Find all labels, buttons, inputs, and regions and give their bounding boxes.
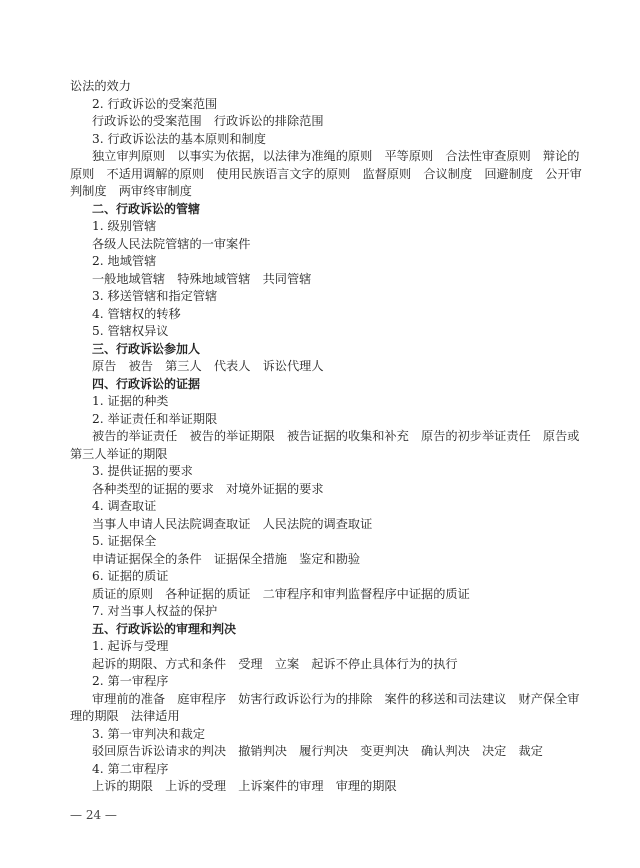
- text-line: 一般地域管辖 特殊地域管辖 共同管辖: [92, 271, 312, 286]
- text-line: 1. 起诉与受理: [92, 639, 169, 653]
- page-number: — 24 —: [70, 808, 117, 822]
- section-heading: 四、行政诉讼的证据: [92, 376, 201, 391]
- text-line: 当事人申请人民法院调查取证 人民法院的调查取证: [92, 516, 373, 531]
- text-line: 原告 被告 第三人 代表人 诉讼代理人: [92, 359, 324, 373]
- text-line: 3. 第一审判决和裁定: [92, 726, 206, 741]
- text-line: 上诉的期限 上诉的受理 上诉案件的审理 审理的期限: [92, 779, 397, 793]
- text-line: 各级人民法院管辖的一审案件: [92, 236, 251, 251]
- text-line: 理的期限 法律适用: [70, 709, 180, 723]
- text-line: 1. 证据的种类: [92, 394, 169, 408]
- text-line: 第三人举证的期限: [70, 446, 168, 461]
- text-line: 1. 级别管辖: [92, 219, 157, 233]
- text-line: 5. 证据保全: [92, 534, 157, 548]
- text-line: 2. 第一审程序: [92, 674, 169, 688]
- text-line: 4. 第二审程序: [92, 761, 169, 776]
- section-heading: 五、行政诉讼的审理和判决: [92, 621, 237, 636]
- text-line: 质证的原则 各种证据的质证 二审程序和审判监督程序中证据的质证: [92, 586, 470, 601]
- text-line: 被告的举证责任 被告的举证期限 被告证据的收集和补充 原告的初步举证责任 原告或: [92, 429, 580, 443]
- text-line: 6. 证据的质证: [92, 569, 169, 583]
- text-line: 原则 不适用调解的原则 使用民族语言文字的原则 监督原则 合议制度 回避制度 公开审: [70, 166, 582, 181]
- text-line: 起诉的期限、方式和条件 受理 立案 起诉不停止具体行为的执行: [92, 656, 458, 671]
- text-line: 4. 调查取证: [92, 499, 157, 513]
- text-line: 申请证据保全的条件 证据保全措施 鉴定和勘验: [92, 551, 361, 566]
- text-line: 驳回原告诉讼请求的判决 撤销判决 履行判决 变更判决 确认判决 决定 裁定: [92, 744, 543, 758]
- text-line: 4. 管辖权的转移: [92, 306, 181, 321]
- text-line: 审理前的准备 庭审程序 妨害行政诉讼行为的排除 案件的移送和司法建议 财产保全审: [92, 691, 580, 706]
- text-line: 5. 管辖权异议: [92, 324, 169, 338]
- text-line: 2. 举证责任和举证期限: [92, 411, 218, 426]
- section-heading: 二、行政诉讼的管辖: [92, 201, 201, 216]
- text-line: 判制度 两审终审制度: [70, 184, 192, 198]
- text-line: 3. 提供证据的要求: [92, 464, 193, 478]
- section-heading: 三、行政诉讼参加人: [92, 341, 201, 356]
- text-line: 3. 行政诉讼法的基本原则和制度: [92, 131, 266, 146]
- text-line: 各种类型的证据的要求 对境外证据的要求: [92, 481, 324, 496]
- text-line: 讼法的效力: [70, 79, 131, 93]
- text-line: 7. 对当事人权益的保护: [92, 604, 218, 618]
- text-line: 独立审判原则 以事实为依据，以法律为准绳的原则 平等原则 合法性审查原则 辩论的: [92, 149, 580, 163]
- text-line: 2. 行政诉讼的受案范围: [92, 96, 218, 111]
- text-line: 行政诉讼的受案范围 行政诉讼的排除范围: [92, 114, 324, 128]
- text-line: 2. 地域管辖: [92, 254, 157, 268]
- document-body: [70, 78, 582, 796]
- text-line: 3. 移送管辖和指定管辖: [92, 289, 218, 303]
